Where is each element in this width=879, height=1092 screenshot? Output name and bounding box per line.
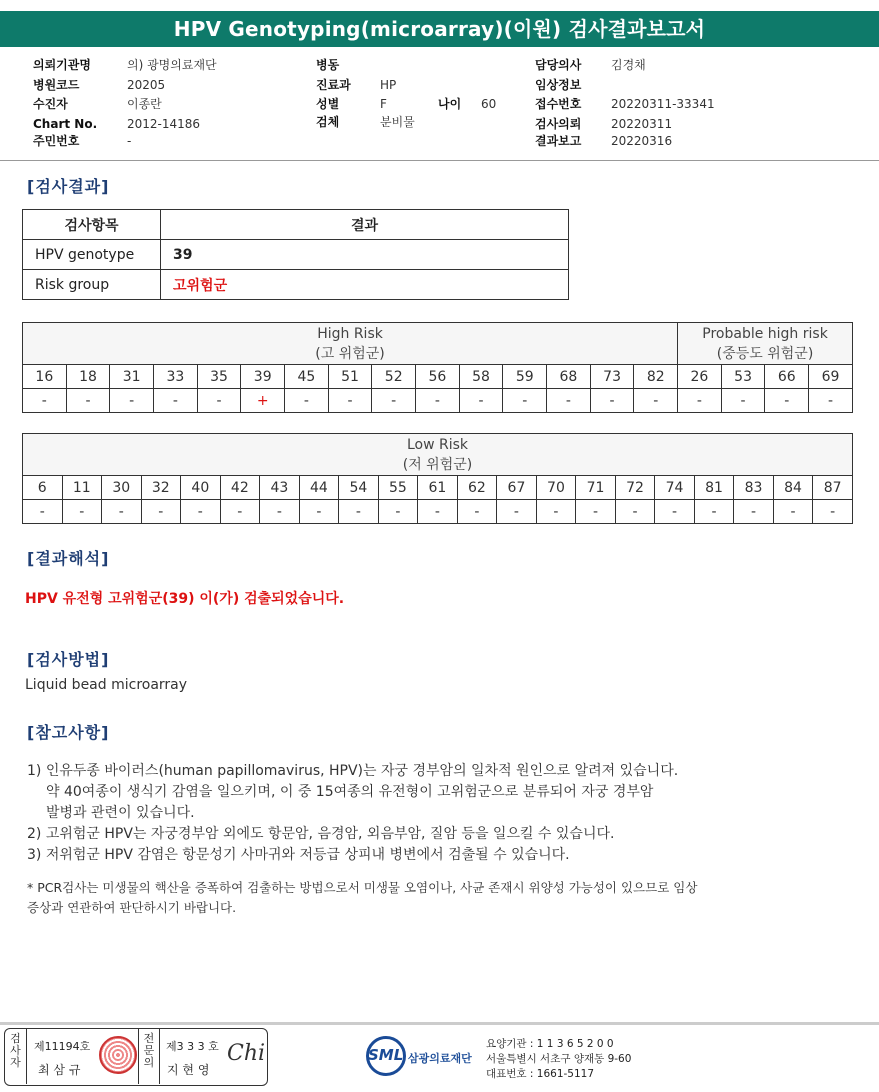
low-risk-header	[23, 434, 853, 476]
genotype-cell: 74	[655, 476, 695, 500]
result-cell: -	[813, 500, 853, 524]
org-address: 서울특별시 서초구 양재동 9-60	[486, 1053, 632, 1065]
genotype-cell: 52	[372, 365, 416, 389]
genotype-cell: 71	[576, 476, 616, 500]
label-chart-no: Chart No.	[33, 117, 98, 131]
genotype-cell: 55	[378, 476, 418, 500]
genotype-cell: 39	[241, 365, 285, 389]
report-title: HPV Genotyping(microarray)(이원) 검사결과보고서	[0, 11, 879, 47]
high-risk-results-row	[23, 389, 853, 413]
label-patient: 수진자	[33, 97, 68, 111]
genotype-cell: 82	[634, 365, 678, 389]
result-cell: -	[773, 500, 813, 524]
label-receipt-no: 접수번호	[535, 97, 582, 111]
value-hospital-code: 20205	[127, 78, 166, 92]
result-cell: -	[655, 500, 695, 524]
result-cell: -	[809, 389, 853, 413]
result-cell: -	[299, 500, 339, 524]
footnote	[27, 878, 697, 918]
result-cell: -	[536, 500, 576, 524]
result-cell: -	[418, 500, 458, 524]
signature-box	[4, 1028, 268, 1086]
genotype-cell: 56	[416, 365, 460, 389]
note-2: 2) 고위험군 HPV는 자궁경부암 외에도 항문암, 음경암, 외음부암, 질암 등을 일으킬 수 있습니다.	[27, 826, 615, 842]
high-risk-types-row	[23, 365, 853, 389]
seal-icon	[99, 1036, 137, 1074]
section-method-title: [검사방법]	[27, 650, 110, 669]
genotype-cell: 62	[457, 476, 497, 500]
section-notes-title: [참고사항]	[27, 723, 110, 742]
label-resident-no: 주민번호	[33, 134, 80, 148]
genotype-cell: 66	[765, 365, 809, 389]
high-risk-title: High Risk	[317, 325, 383, 342]
genotype-cell: 73	[590, 365, 634, 389]
footnote-line-2: 증상과 연관하여 판단하시기 바랍니다.	[27, 900, 237, 915]
genotype-cell: 84	[773, 476, 813, 500]
result-cell: -	[260, 500, 300, 524]
result-cell: -	[285, 389, 329, 413]
value-specimen: 분비물	[380, 115, 415, 129]
result-cell: -	[576, 500, 616, 524]
genotype-cell: 35	[197, 365, 241, 389]
reviewer-name: 지 현 영	[167, 1063, 210, 1077]
row-risk-value: 고위험군	[161, 270, 569, 300]
genotype-cell: 67	[497, 476, 537, 500]
footer-divider	[0, 1022, 879, 1025]
header-test-item: 검사항목	[23, 210, 161, 240]
result-cell: -	[62, 500, 102, 524]
genotype-cell: 81	[694, 476, 734, 500]
method-text: Liquid bead microarray	[25, 677, 188, 693]
result-table	[22, 209, 569, 300]
label-age: 나이	[438, 97, 462, 111]
value-test-request: 20220311	[611, 117, 673, 131]
genotype-cell: 54	[339, 476, 379, 500]
label-sex: 성별	[316, 97, 340, 111]
result-cell: -	[66, 389, 110, 413]
genotype-cell: 31	[110, 365, 154, 389]
interpretation-text: HPV 유전형 고위험군(39) 이(가) 검출되었습니다.	[25, 591, 345, 607]
label-test-request: 검사의뢰	[535, 117, 582, 131]
org-name: 삼광의료재단	[408, 1052, 472, 1065]
genotype-cell: 87	[813, 476, 853, 500]
high-risk-table	[22, 322, 853, 413]
result-cell: -	[154, 389, 198, 413]
result-cell: -	[110, 389, 154, 413]
result-cell: -	[547, 389, 591, 413]
label-ward: 병동	[316, 58, 340, 72]
result-cell: +	[241, 389, 285, 413]
genotype-cell: 30	[102, 476, 142, 500]
probable-risk-header	[678, 323, 853, 365]
table-row	[23, 270, 569, 300]
genotype-cell: 43	[260, 476, 300, 500]
result-cell: -	[372, 389, 416, 413]
result-cell: -	[102, 500, 142, 524]
result-cell: -	[497, 500, 537, 524]
note-3: 3) 저위험군 HPV 감염은 항문성기 사마귀와 저등급 상피내 병변에서 검출될 수 있습니다.	[27, 847, 570, 863]
org-code: 요양기관 : 1 1 3 6 5 2 0 0	[486, 1038, 614, 1050]
sml-logo-text: SML	[368, 1046, 404, 1064]
probable-risk-title: Probable high risk	[702, 325, 828, 342]
genotype-cell: 45	[285, 365, 329, 389]
row-genotype-label: HPV genotype	[23, 240, 161, 270]
value-doctor: 김경채	[611, 58, 646, 72]
value-sex: F	[380, 97, 387, 111]
inspector-label: 검사자	[5, 1029, 27, 1084]
genotype-cell: 33	[154, 365, 198, 389]
value-patient: 이종란	[127, 97, 162, 111]
genotype-cell: 51	[328, 365, 372, 389]
genotype-cell: 61	[418, 476, 458, 500]
result-cell: -	[765, 389, 809, 413]
inspector-number: 제11194호	[34, 1040, 91, 1053]
label-doctor: 담당의사	[535, 58, 582, 72]
genotype-cell: 6	[23, 476, 63, 500]
result-cell: -	[339, 500, 379, 524]
genotype-cell: 26	[678, 365, 722, 389]
patient-info	[0, 0, 879, 160]
genotype-cell: 44	[299, 476, 339, 500]
result-cell: -	[734, 500, 774, 524]
low-risk-types-row	[23, 476, 853, 500]
high-risk-subtitle: (고 위험군)	[315, 345, 385, 362]
label-requesting-institution: 의뢰기관명	[33, 58, 91, 72]
label-specimen: 검체	[316, 115, 340, 129]
row-genotype-value: 39	[161, 240, 569, 270]
label-result-report: 결과보고	[535, 134, 582, 148]
label-hospital-code: 병원코드	[33, 78, 80, 92]
genotype-cell: 70	[536, 476, 576, 500]
value-resident-no: -	[127, 134, 132, 148]
value-result-report: 20220316	[611, 134, 673, 148]
genotype-cell: 11	[62, 476, 102, 500]
section-result-title: [검사결과]	[27, 177, 110, 196]
genotype-cell: 72	[615, 476, 655, 500]
result-cell: -	[721, 389, 765, 413]
result-cell: -	[503, 389, 547, 413]
label-department: 진료과	[316, 78, 351, 92]
result-cell: -	[197, 389, 241, 413]
genotype-cell: 58	[459, 365, 503, 389]
value-requesting-institution: 의) 광명의료재단	[127, 58, 217, 72]
divider	[0, 160, 879, 161]
value-department: HP	[380, 78, 397, 92]
genotype-cell: 42	[220, 476, 260, 500]
result-cell: -	[590, 389, 634, 413]
result-cell: -	[141, 500, 181, 524]
result-cell: -	[220, 500, 260, 524]
result-cell: -	[459, 389, 503, 413]
genotype-cell: 83	[734, 476, 774, 500]
value-chart-no: 2012-14186	[127, 117, 201, 131]
low-risk-table	[22, 433, 853, 524]
result-cell: -	[615, 500, 655, 524]
genotype-cell: 68	[547, 365, 591, 389]
result-cell: -	[328, 389, 372, 413]
low-risk-results-row	[23, 500, 853, 524]
genotype-cell: 18	[66, 365, 110, 389]
signature-mark: Chi	[227, 1041, 266, 1066]
result-cell: -	[634, 389, 678, 413]
result-cell: -	[378, 500, 418, 524]
low-risk-subtitle: (저 위험군)	[402, 456, 473, 473]
high-risk-header	[23, 323, 678, 365]
value-age: 60	[481, 97, 497, 111]
note-1: 1) 인유두종 바이러스(human papillomavirus, HPV)는 자궁 경부암의 일차적 원인으로 알려져 있습니다.	[27, 763, 679, 779]
org-phone: 대표번호 : 1661-5117	[486, 1068, 595, 1080]
section-interpretation-title: [결과해석]	[27, 549, 110, 568]
result-cell: -	[23, 500, 63, 524]
genotype-cell: 69	[809, 365, 853, 389]
inspector-name: 최 삼 규	[38, 1063, 81, 1077]
label-clinical-info: 임상정보	[535, 78, 582, 92]
reviewer-label: 전문의	[138, 1029, 160, 1084]
note-1-cont: 약 40여종이 생식기 감염을 일으키며, 이 중 15여종의 유전형이 고위험군으로 분류되어 자궁 경부암	[46, 784, 654, 800]
note-1-cont2: 발병과 관련이 있습니다.	[46, 805, 195, 821]
header-result: 결과	[161, 210, 569, 240]
result-cell: -	[694, 500, 734, 524]
genotype-cell: 32	[141, 476, 181, 500]
row-risk-label: Risk group	[23, 270, 161, 300]
result-cell: -	[416, 389, 460, 413]
genotype-cell: 40	[181, 476, 221, 500]
probable-risk-subtitle: (중등도 위험군)	[716, 345, 814, 362]
result-cell: -	[457, 500, 497, 524]
genotype-cell: 16	[23, 365, 67, 389]
table-row	[23, 240, 569, 270]
value-receipt-no: 20220311-33341	[611, 97, 715, 111]
genotype-cell: 53	[721, 365, 765, 389]
org-contact	[486, 1037, 631, 1082]
result-cell: -	[181, 500, 221, 524]
result-cell: -	[23, 389, 67, 413]
footnote-line-1: * PCR검사는 미생물의 핵산을 증폭하여 검출하는 방법으로서 미생물 오염이나, 사균 존재시 위양성 가능성이 있으므로 임상	[27, 880, 698, 895]
notes-list	[27, 761, 678, 866]
result-cell: -	[678, 389, 722, 413]
genotype-cell: 59	[503, 365, 547, 389]
reviewer-number: 제3 3 3 호	[166, 1040, 219, 1053]
low-risk-title: Low Risk	[406, 436, 469, 453]
